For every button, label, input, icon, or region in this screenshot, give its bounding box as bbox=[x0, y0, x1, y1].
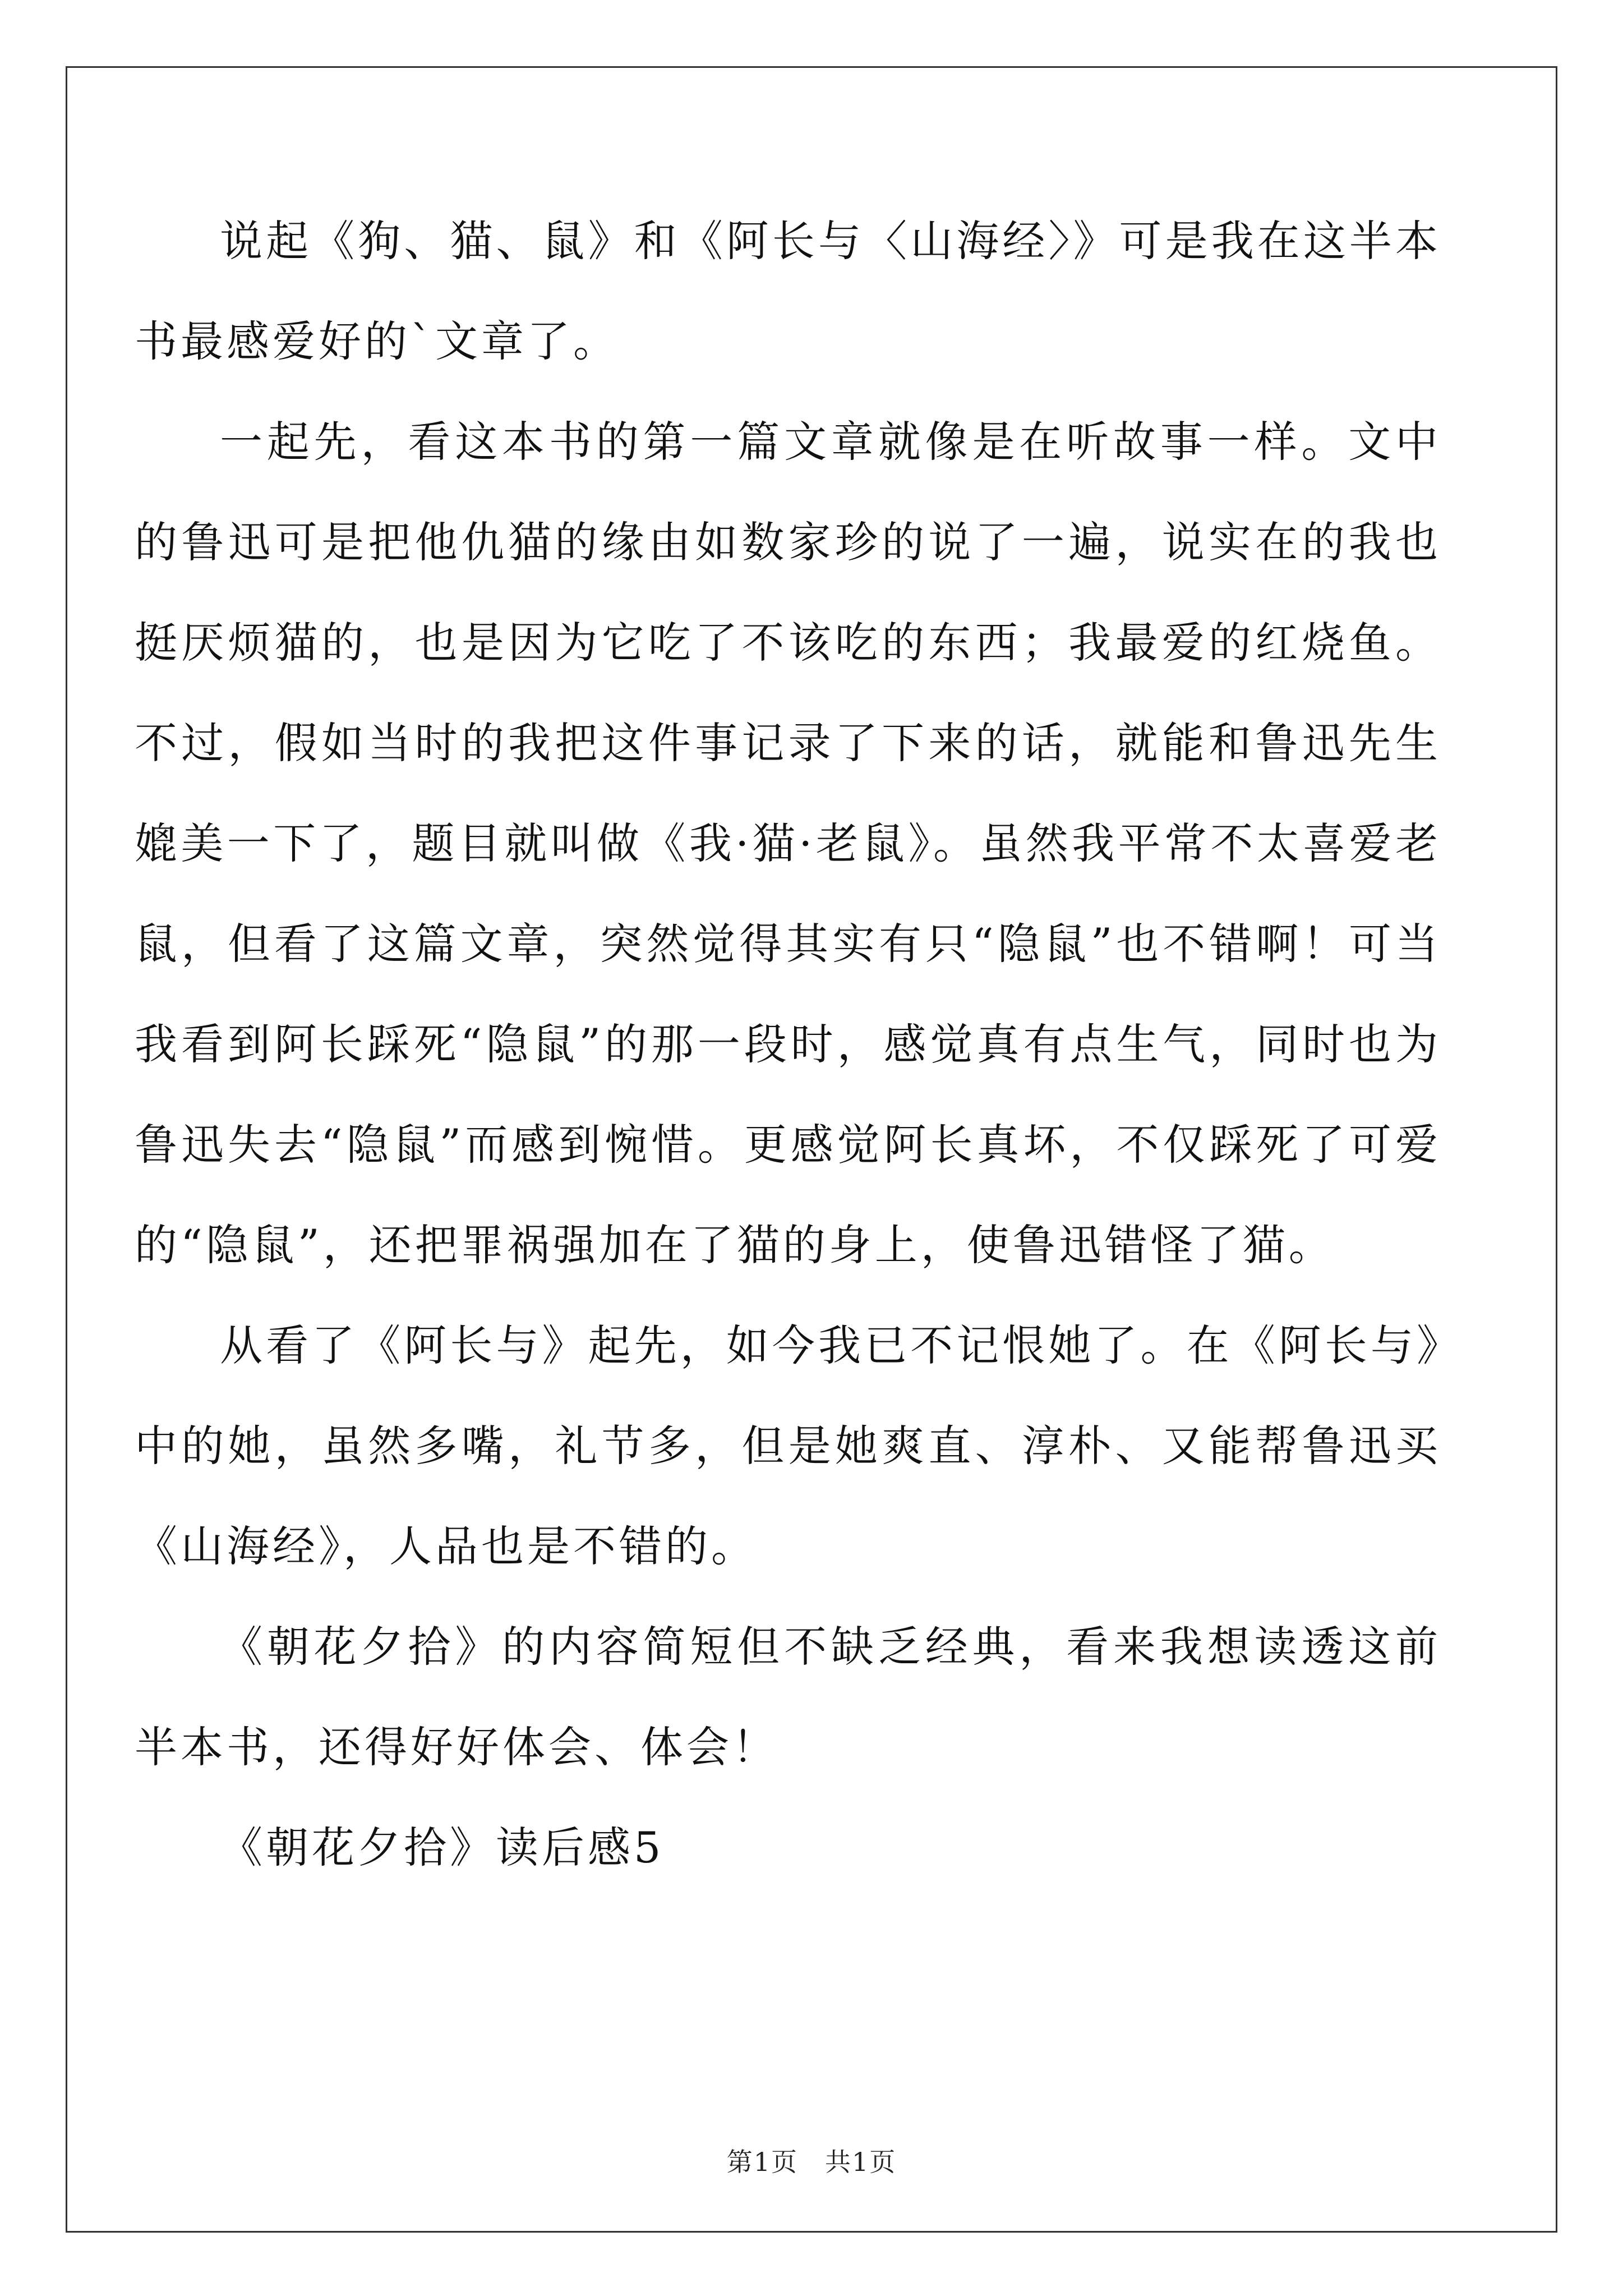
section-heading: 《朝花夕拾》读后感5 bbox=[220, 1823, 665, 1872]
paragraph-2: 一起先，看这本书的第一篇文章就像是在听故事一样。文中的鲁迅可是把他仇猫的缘由如数家珍的说了一遍，说实在的我也挺厌烦猫的，也是因为它吃了不该吃的东西；我最爱的红烧鱼。不过，假如当时的我把这件事记录了下来的话，就能和鲁迅先生媲美一下了，题目就叫做《我·猫·老鼠》。虽然我平常不太喜爱老鼠，但看了这篇文章，突然觉得其实有只“隐鼠”也不错啊！可当我看到阿长踩死“隐鼠”的那一段时，感觉真有点生气，同时也为鲁迅失去“隐鼠”而感到惋惜。更感觉阿长真坏，不仅踩死了可爱的“隐鼠”，还把罪祸强加在了猫的身上，使鲁迅错怪了猫。 bbox=[135, 417, 1441, 1270]
document-body bbox=[135, 191, 1441, 1898]
page-footer: 第1页 共1页 bbox=[726, 2147, 897, 2177]
paragraph-1: 说起《狗、猫、鼠》和《阿长与〈山海经〉》可是我在这半本书最感爱好的`文章了。 bbox=[135, 216, 1441, 366]
paragraph-4: 《朝花夕拾》的内容简短但不缺乏经典，看来我想读透这前半本书，还得好好体会、体会！ bbox=[135, 1622, 1441, 1772]
paragraph-3: 从看了《阿长与》起先，如今我已不记恨她了。在《阿长与》中的她，虽然多嘴，礼节多，但是她爽直、淳朴、又能帮鲁迅买《山海经》，人品也是不错的。 bbox=[135, 1320, 1441, 1571]
